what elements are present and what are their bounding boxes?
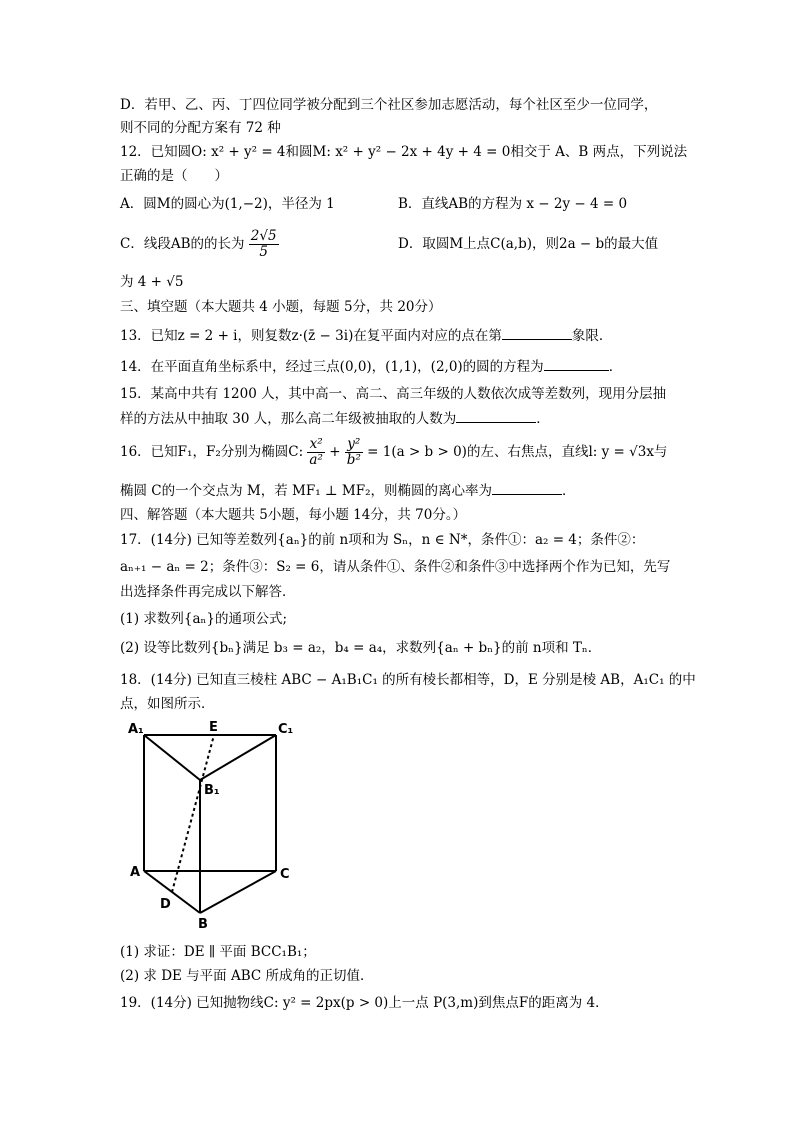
answer-blank	[544, 356, 609, 371]
q12-option-d-continued: 为 4 + √5	[120, 274, 184, 290]
plus-sign: +	[329, 444, 341, 460]
fraction-numerator: y²	[345, 437, 363, 453]
q15-line2	[120, 408, 550, 429]
segment-d-e	[172, 735, 214, 892]
label-c1: C₁	[278, 722, 294, 737]
q18-part2: (2) 求 DE 与平面 ABC 所成角的正切值．	[120, 968, 374, 984]
label-c: C	[280, 867, 290, 882]
q18-line2: 点，如图所示．	[120, 696, 215, 712]
q11-option-d-line1: D．若甲、乙、丙、丁四位同学被分配到三个社区参加志愿活动，每个社区至少一位同学，	[120, 97, 658, 113]
edge-c1-b1	[200, 735, 276, 780]
q16-fraction-x	[307, 437, 324, 468]
label-e: E	[209, 720, 218, 735]
q18-line1: 18．(14分) 已知直三棱柱 ABC − A₁B₁C₁ 的所有棱长都相等，D，E 分别是棱 AB，A₁C₁ 的中	[120, 672, 696, 688]
fraction-numerator: x²	[307, 437, 324, 453]
section-3-heading: 三、填空题（本大题共 4 小题，每题 5分，共 20分）	[120, 299, 442, 315]
fraction-denominator: b²	[346, 452, 361, 468]
q18-part1: (1) 求证：DE ∥ 平面 BCC₁B₁；	[120, 944, 316, 960]
q16-suffix: ．	[562, 483, 576, 499]
q12-stem-line2: 正确的是（ ）	[120, 168, 228, 184]
edge-a1-b1	[144, 735, 200, 780]
q15-suffix: ．	[536, 411, 550, 427]
answer-blank	[502, 325, 572, 340]
label-a1: A₁	[128, 722, 144, 737]
q16-line2	[120, 480, 576, 501]
q12-stem-line1: 12．已知圆O: x² + y² = 4和圆M: x² + y² − 2x + 4y + 4 = 0相交于 A、B 两点，下列说法	[120, 144, 688, 160]
section-4-heading: 四、解答题（本大题共 5小题，每小题 14分，共 70分。）	[120, 507, 467, 523]
q11-option-d-line2: 则不同的分配方案有 72 种	[120, 120, 281, 136]
q12-option-d: D．取圆M上点C(a,b)，则2a − b的最大值	[398, 236, 659, 252]
edge-c-b	[200, 871, 276, 913]
q17-part2: (2) 设等比数列{bₙ}满足 b₃ = a₂，b₄ = a₄，求数列{aₙ + bₙ}的前 n项和 Tₙ．	[120, 640, 602, 656]
q12-option-a: A．圆M的圆心为(1,−2)，半径为 1	[120, 196, 335, 212]
label-b: B	[198, 917, 208, 930]
answer-blank	[492, 480, 562, 495]
fraction-denominator: 5	[259, 244, 268, 260]
q17-part1: (1) 求数列{aₙ}的通项公式;	[120, 611, 288, 627]
q16-line1	[120, 432, 667, 472]
q14	[120, 356, 622, 377]
answer-blank	[456, 408, 536, 423]
q13-text: 13．已知z = 2 + i，则复数z·(z̄ − 3i)在复平面内对应的点在第	[120, 328, 502, 344]
q17-line2: aₙ₊₁ − aₙ = 2；条件③：S₂ = 6，请从条件①、条件②和条件③中选择两个作为已知，先写	[120, 559, 671, 575]
q19-line1: 19．(14分) 已知抛物线C: y² = 2px(p > 0)上一点 P(3,m)到焦点F的距离为 4．	[120, 995, 609, 1011]
label-b1: B₁	[204, 783, 220, 798]
q17-line1: 17．(14分) 已知等差数列{aₙ}的前 n项和为 Sₙ，n ∈ N*，条件①：a₂ = 4；条件②：	[120, 532, 645, 548]
q16-text: 16．已知F₁，F₂分别为椭圆C:	[120, 444, 304, 460]
q14-text: 14．在平面直角坐标系中，经过三点(0,0)，(1,1)，(2,0)的圆的方程为	[120, 359, 544, 375]
q16-line2-text: 椭圆 C的一个交点为 M，若 MF₁ ⊥ MF₂，则椭圆的离心率为	[120, 483, 493, 499]
q15-line1: 15．某高中共有 1200 人，其中高一、高二、高三年级的人数依次成等差数列，现用分层抽	[120, 386, 667, 402]
q16-fraction-y	[345, 437, 363, 468]
q13-suffix: 象限．	[571, 328, 613, 344]
triangular-prism-figure	[126, 718, 306, 930]
label-a: A	[130, 865, 141, 880]
fraction-denominator: a²	[309, 452, 323, 468]
label-d: D	[160, 897, 171, 912]
q12-option-c	[120, 224, 279, 264]
q17-line3: 出选择条件再完成以下解答．	[120, 584, 296, 600]
fraction-numerator: 2√5	[250, 228, 277, 244]
q16-text-continued: = 1(a > b > 0)的左、右焦点，直线l: y = √3x与	[367, 444, 668, 460]
q14-suffix: ．	[608, 359, 623, 375]
q13	[120, 325, 612, 346]
q12-option-c-fraction	[249, 229, 279, 260]
q12-option-c-text: C．线段AB的的长为	[120, 236, 245, 252]
q15-text: 样的方法从中抽取 30 人，那么高二年级被抽取的人数为	[120, 411, 457, 427]
q12-option-b: B．直线AB的方程为 x − 2y − 4 = 0	[398, 196, 628, 212]
